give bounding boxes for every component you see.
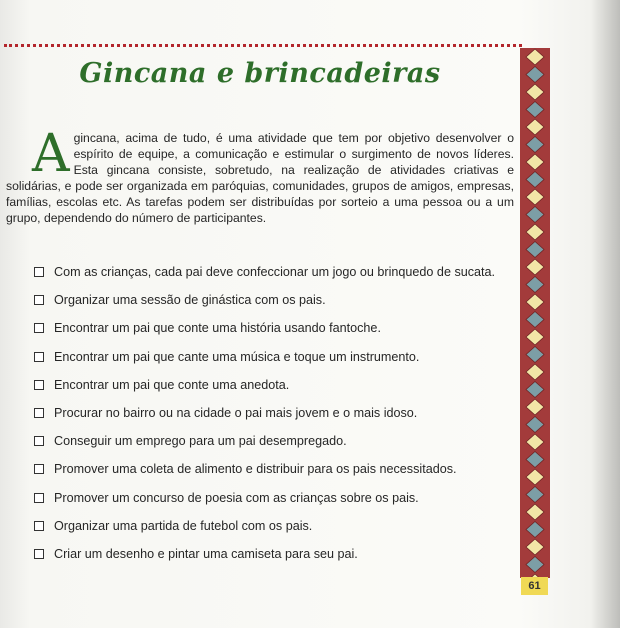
drop-cap: A [32, 124, 70, 184]
item-text: Com as crianças, cada pai deve confeccionar um jogo ou brinquedo de sucata. [54, 265, 496, 280]
checkbox[interactable] [34, 380, 44, 390]
item-text: Organizar uma partida de futebol com os pais. [54, 518, 313, 533]
item-text: Procurar no bairro ou na cidade o pai mais jovem e o mais idoso. [54, 406, 418, 421]
list-item [34, 540, 514, 568]
checkbox[interactable] [34, 493, 44, 503]
intro-text: gincana, acima de tudo, é uma atividade que tem por objetivo desenvolver o espírito de equipe, a comunicação e estimular o surgimento de novos líderes. Esta gincana consiste, sobretudo, na realização de atividades criativas e solidárias, e pode ser organizada em paróquias, comunidades, grupos de amigos, empresas, famílias, escolas etc. As tarefas podem ser distribuídas por sorteio a uma pessoa ou a um grupo, dependendo do número de participantes. [6, 131, 514, 225]
checkbox[interactable] [34, 295, 44, 305]
list-item [34, 484, 514, 512]
item-text: Encontrar um pai que cante uma música e toque um instrumento. [54, 349, 420, 364]
list-item [34, 314, 514, 342]
checkbox[interactable] [34, 464, 44, 474]
checkbox[interactable] [34, 352, 44, 362]
checkbox[interactable] [34, 408, 44, 418]
list-item [34, 286, 514, 314]
item-text: Promover uma coleta de alimento e distribuir para os pais necessitados. [54, 462, 457, 477]
list-item [34, 258, 514, 286]
checkbox[interactable] [34, 267, 44, 277]
page-title: Gincana e brincadeiras [79, 58, 441, 89]
item-text: Criar um desenho e pintar uma camiseta para seu pai. [54, 546, 358, 561]
page-edge-shadow [590, 0, 620, 628]
page-number: 61 [521, 577, 548, 595]
item-text: Organizar uma sessão de ginástica com os pais. [54, 293, 326, 308]
checkbox[interactable] [34, 521, 44, 531]
list-item [34, 512, 514, 540]
list-item [34, 399, 514, 427]
checkbox[interactable] [34, 436, 44, 446]
item-text: Conseguir um emprego para um pai desempregado. [54, 434, 347, 449]
intro-paragraph [6, 124, 514, 226]
checkbox[interactable] [34, 549, 44, 559]
list-item [34, 427, 514, 455]
checkbox[interactable] [34, 323, 44, 333]
list-item [34, 371, 514, 399]
item-text: Promover um concurso de poesia com as crianças sobre os pais. [54, 490, 419, 505]
list-item [34, 455, 514, 483]
decorative-border-strip [520, 48, 550, 578]
item-text: Encontrar um pai que conte uma história usando fantoche. [54, 321, 381, 336]
activity-checklist [34, 258, 514, 568]
list-item [34, 343, 514, 371]
dotted-divider [4, 44, 522, 47]
item-text: Encontrar um pai que conte uma anedota. [54, 377, 290, 392]
